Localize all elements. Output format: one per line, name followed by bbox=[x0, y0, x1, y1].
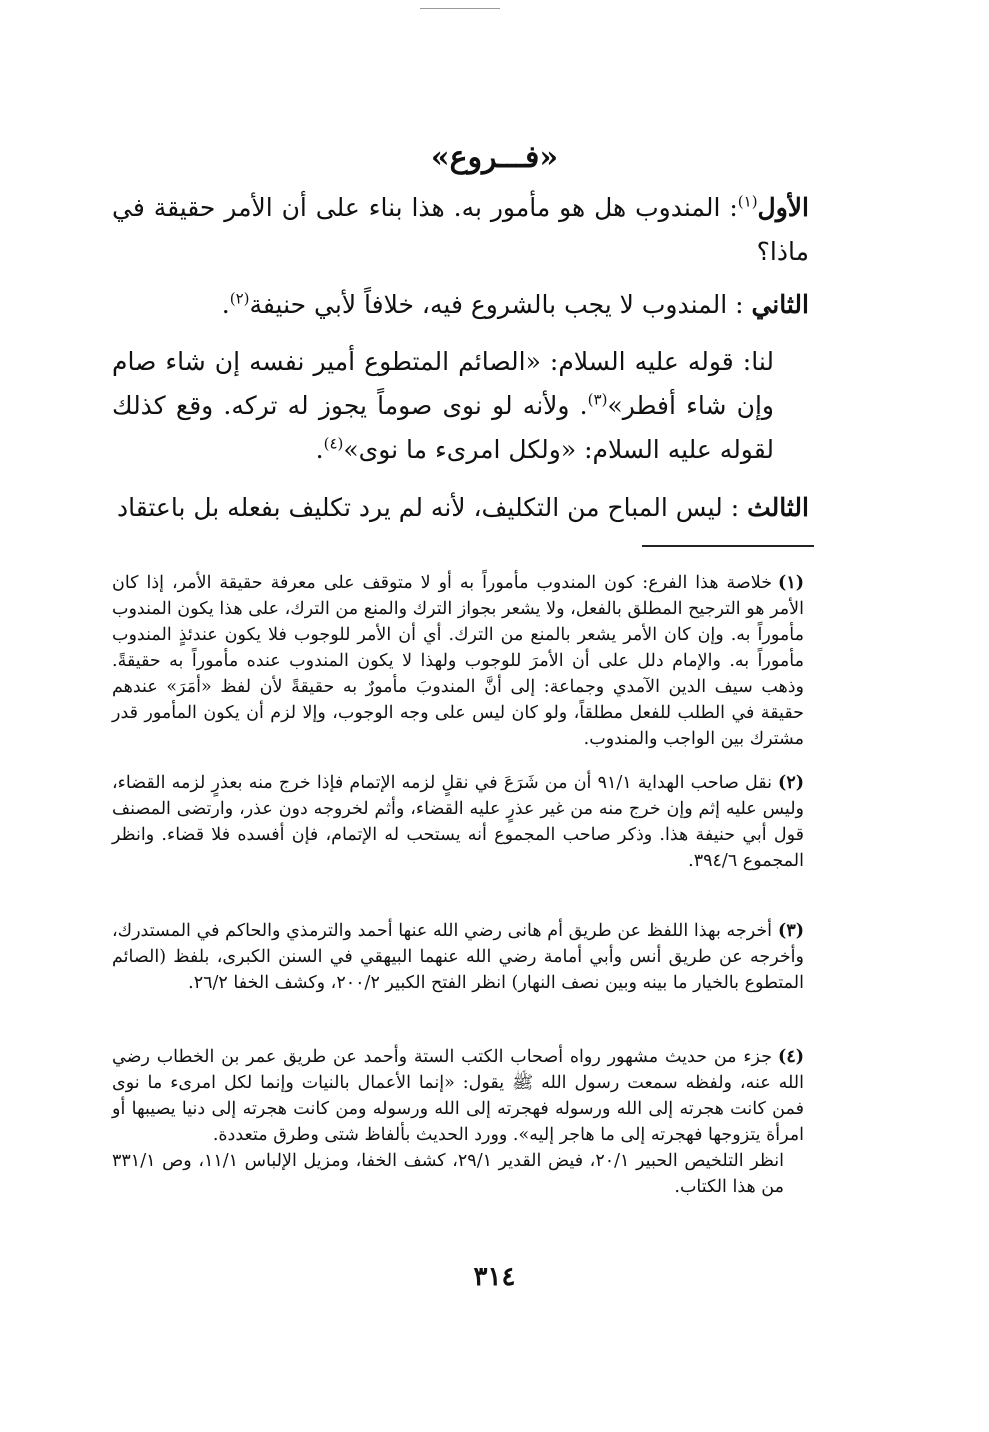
item-third-text: : ليس المباح من التكليف، لأنه لم يرد تكليف بفعله بل باعتقاد bbox=[116, 493, 748, 522]
section-title: «فـــروع» bbox=[430, 140, 559, 175]
top-rule bbox=[420, 8, 500, 9]
footnote-ref-2: (٢) bbox=[229, 289, 250, 308]
footnote-text: جزء من حديث مشهور رواه أصحاب الكتب الستة وأحمد عن طريق عمر بن الخطاب رضي الله عنه، ولفظه سمعت رسول الله ﷺ يقول: «إنما الأعمال بالنيات وإنما لكل امرىء ما نوى فمن كانت هجرته إلى الله ورسوله فهجرته إلى الله ورسوله ومن كانت هجرته إلى دنيا يصيبها أو امرأة يتزوجها فهجرته إلى ما هاجر إليه». وورد الحديث بألفاظ شتى وطرق متعددة. bbox=[112, 1047, 804, 1145]
item-second-label: الثاني bbox=[751, 290, 809, 319]
item-third-label: الثالث bbox=[747, 493, 809, 522]
footnote-text: خلاصة هذا الفرع: كون المندوب مأموراً به أو لا متوقف على معرفة حقيقة الأمر، إذا كان الأمر هو الترجيح المطلق بالفعل، ولا يشعر بجواز الترك والمنع من الترك، على هذا يكون المندوب مأموراً به. وإن كان الأمر يشعر بالمنع من الترك. أي أن الأمر للوجوب فلا يكون عندئذٍ المندوب مأموراً به. والإمام دلل على أن الأمرَ للوجوب ولهذا لا يكون المندوب عنده مأموراً به حقيقةً. وذهب سيف الدين الآمدي وجماعة: إلى أنَّ المندوبَ مأمورٌ به حقيقةً لأن لفظ «أمَرَ» عندهم حقيقة في الطلب للفعل مطلقاً، ولو كان ليس على وجه الوجوب، وإلا لزم أن يكون المأمور قدر مشترك بين الواجب والمندوب. bbox=[112, 573, 804, 749]
page-number: ٣١٤ bbox=[473, 1262, 516, 1292]
footnote-number: (٣) bbox=[778, 921, 804, 941]
item-second-text: : المندوب لا يجب بالشروع فيه، خلافاً لأبي حنيفة bbox=[249, 290, 752, 319]
footnote-1 bbox=[112, 570, 804, 752]
item-first-label: الأول bbox=[757, 193, 809, 222]
argument-text: لنا: قوله عليه السلام: «الصائم المتطوع أمير نفسه إن شاء صام وإن شاء أفطر» bbox=[112, 347, 774, 420]
footnote-ref-3: (٣) bbox=[587, 390, 608, 409]
item-first bbox=[112, 186, 809, 274]
argument-tail: . bbox=[315, 435, 324, 464]
item-second bbox=[112, 283, 809, 327]
footnote-number: (٤) bbox=[778, 1047, 804, 1067]
footnote-ref-1: (١) bbox=[737, 192, 758, 211]
footnote-text: أخرجه بهذا اللفظ عن طريق أم هانى رضي الله عنها أحمد والترمذي والحاكم في المستدرك، وأخرجه عن طريق أنس وأبي أمامة رضي الله عنهما البيهقي في السنن الكبرى، بلفظ (الصائم المتطوع بالخيار ما بينه وبين نصف النهار) انظر الفتح الكبير ٢٠٠/٢، وكشف الخفا ٢٦/٢. bbox=[112, 921, 804, 993]
footnote-3 bbox=[112, 918, 804, 996]
footnote-4 bbox=[112, 1044, 804, 1200]
footnote-number: (١) bbox=[778, 573, 804, 593]
footnote-ref-4: (٤) bbox=[323, 434, 344, 453]
footnote-separator bbox=[642, 545, 814, 547]
item-second-tail: . bbox=[221, 290, 230, 319]
footnote-number: (٢) bbox=[778, 773, 804, 793]
footnote-extra: انظر التلخيص الحبير ٢٠/١، فيض القدير ٢٩/١، كشف الخفا، ومزيل الإلباس ١١/١، وص ٣٣١/١ من هذا الكتاب. bbox=[112, 1151, 784, 1197]
argument-text-2: . ولأنه لو نوى صوماً يجوز له تركه. وقع كذلك لقوله عليه السلام: «ولكل امرىء ما نوى» bbox=[112, 391, 774, 464]
item-third bbox=[112, 486, 809, 530]
argument-paragraph bbox=[112, 340, 774, 472]
footnote-text: نقل صاحب الهداية ٩١/١ أن من شَرَعَ في نقلٍ لزمه الإتمام فإذا خرج منه بعذرٍ لزمه القضاء، وليس عليه إثم وإن خرج منه من غير عذرٍ عليه القضاء، وأثم لخروجه دون عذر، وارتضى المصنف قول أبي حنيفة هذا. وذكر صاحب المجموع أنه يستحب له الإتمام، فإن أفسده فلا قضاء. وانظر المجموع ٣٩٤/٦. bbox=[112, 773, 804, 871]
footnote-2 bbox=[112, 770, 804, 874]
item-first-text: : المندوب هل هو مأمور به. هذا بناء على أن الأمر حقيقة في ماذا؟ bbox=[112, 193, 809, 266]
